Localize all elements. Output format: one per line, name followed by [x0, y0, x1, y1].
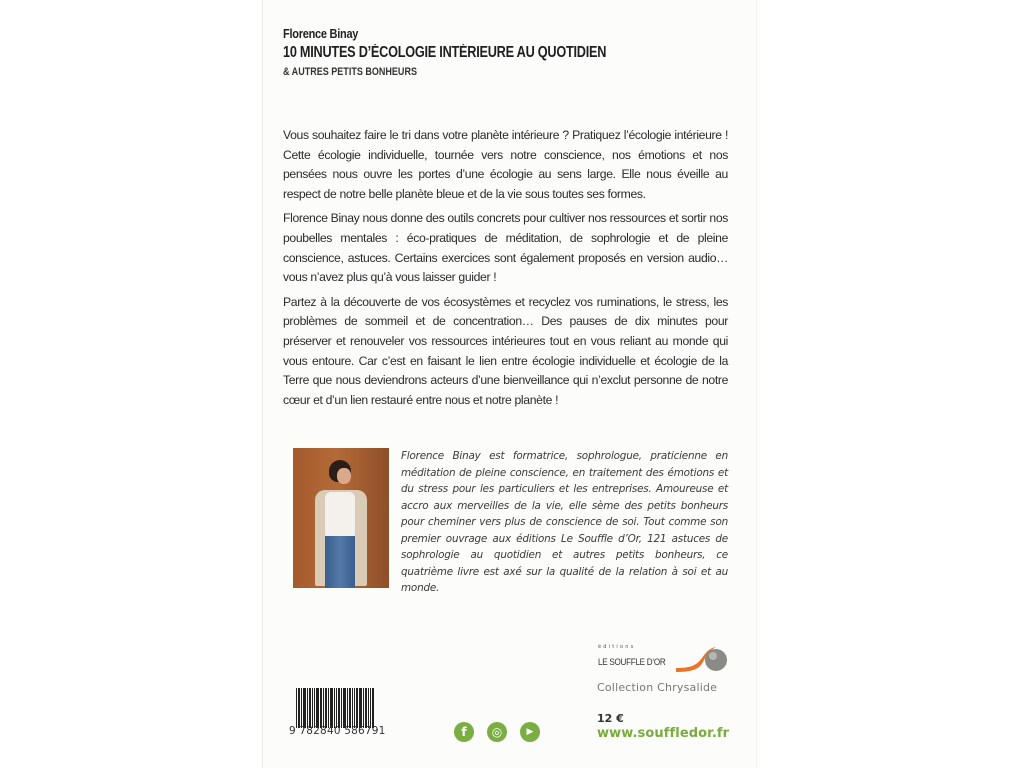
- instagram-icon[interactable]: ◎: [487, 722, 507, 742]
- author-photo: [293, 448, 389, 588]
- author-name: Florence Binay: [283, 27, 359, 41]
- barcode-bars: [296, 688, 384, 728]
- facebook-icon[interactable]: f: [454, 722, 474, 742]
- barcode: [289, 688, 388, 740]
- blurb-paragraph: Vous souhaitez faire le tri dans votre planète intérieure ? Pratiquez l’écologie intérieure ! Cette écologie individuelle, tournée vers notre conscience, nos émotions et nos pensées nous ouvre les portes d’une écologie au sens large. Elle nous éveille au respect de notre belle planète bleue et de la vie sous toutes ses formes.: [283, 128, 728, 201]
- publisher-editions-label: éditions: [598, 644, 636, 650]
- photo-face: [337, 468, 351, 484]
- collection-name: Collection Chrysalide: [597, 681, 718, 694]
- barcode-digits: 9 782840 586791: [289, 725, 386, 737]
- social-icons: [454, 722, 540, 742]
- book-subtitle: & AUTRES PETITS BONHEURS: [283, 66, 417, 78]
- price: 12 €: [597, 712, 624, 725]
- publisher-logo-block: [598, 644, 728, 669]
- author-bio: Florence Binay est formatrice, sophrologue, praticienne en méditation de pleine conscience, en traitement des émotions et du stress pour les particuliers et les entreprises. Amoureuse et accro aux merveilles de la vie, elle sème des petits bonheurs pour cheminer vers plus de conscience de soi. Tout comme son premier ouvrage aux éditions Le Souffle d’Or, 121 astuces de sophrologie au quotidien et autres petits bonheurs, ce quatrième livre est axé sur la qualité de la relation à soi et au monde.: [401, 450, 728, 594]
- blurb-paragraph: Florence Binay nous donne des outils concrets pour cultiver nos ressources et sortir nos poubelles mentales : éco-pratiques de méditation, de sophrologie et de pleine conscience, astuces. Certains exercices sont également proposés en version audio… vous n’avez plus qu’à vous laisser guider !: [283, 211, 728, 285]
- youtube-icon[interactable]: ▶: [520, 722, 540, 742]
- photo-jeans: [325, 536, 355, 588]
- book-title: 10 MINUTES D’ÉCOLOGIE INTÉRIEURE AU QUOTIDIEN: [283, 44, 607, 61]
- publisher-website: www.souffledor.fr: [597, 726, 730, 741]
- photo-top: [325, 492, 355, 536]
- publisher-logo-icon: [676, 644, 728, 674]
- blurb-paragraph: Partez à la découverte de vos écosystèmes et recyclez vos ruminations, le stress, les problèmes de sommeil et de concentration… Des pauses de dix minutes pour préserver et renouveler vos ressources intérieures tout en vous reliant au monde qui vous entoure. Car c’est en faisant le lien entre écologie individuelle et écologie de la Terre que nous deviendrons acteurs d’une bienveillance qui n’exclut personne de notre cœur et d’un lien restauré entre nous et notre planète !: [283, 294, 728, 407]
- book-back-cover: [262, 0, 757, 768]
- blurb: [283, 126, 728, 415]
- publisher-name: LE SOUFFLE D’OR: [598, 657, 666, 667]
